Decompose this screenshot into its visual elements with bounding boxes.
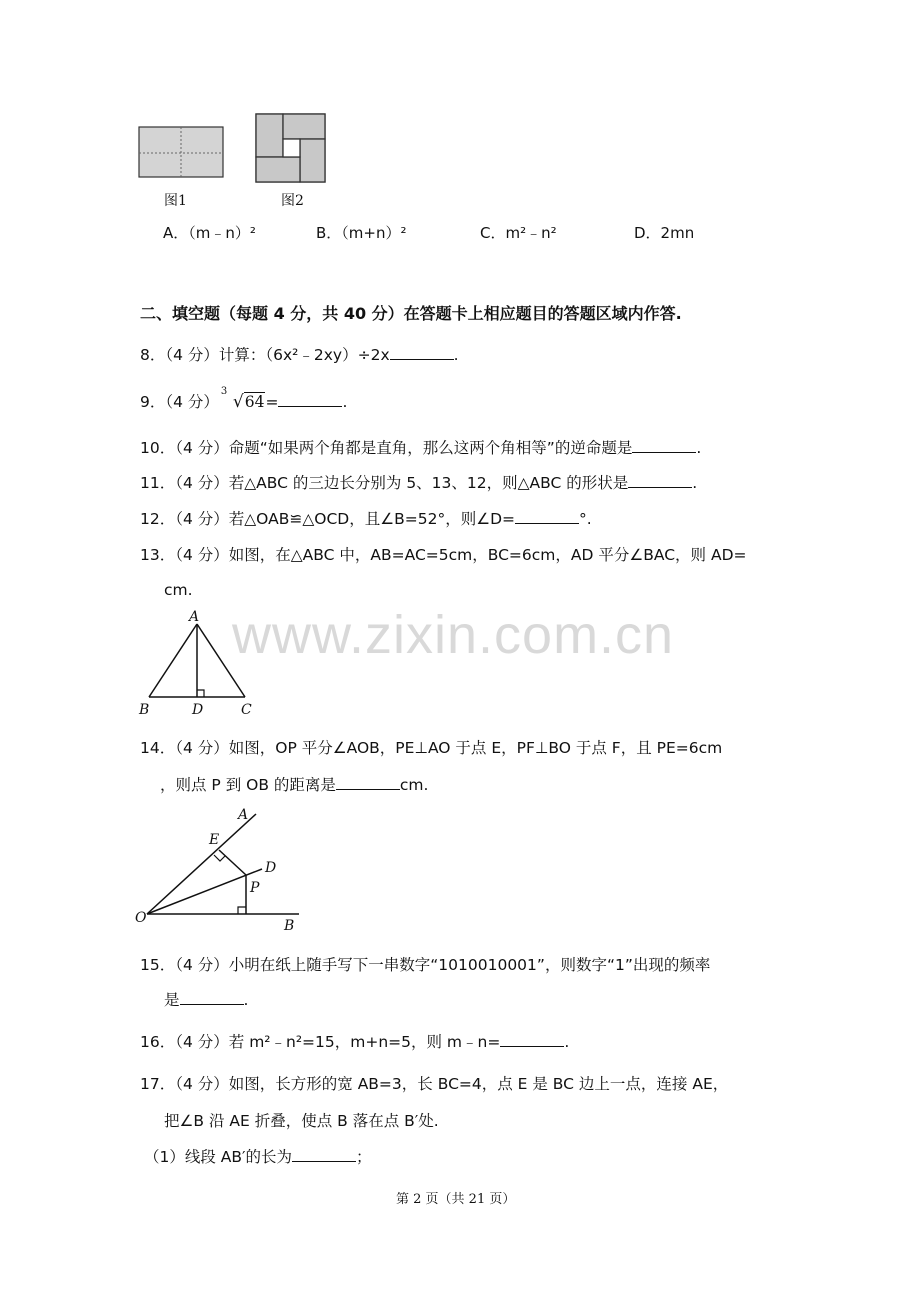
question-14-end: cm. <box>399 776 429 794</box>
question-10 <box>140 436 701 458</box>
option-c[interactable]: C．m²﹣n² <box>480 224 557 242</box>
figure-1-rectangle <box>138 126 226 180</box>
question-11-end: . <box>692 474 698 492</box>
option-a[interactable]: A．（m﹣n）² <box>163 224 256 242</box>
root-index: 3 <box>220 386 228 397</box>
question-8-text: 8．（4 分）计算：（6x²﹣2xy）÷2x <box>140 346 390 364</box>
question-9-prefix: 9．（4 分） <box>140 393 219 411</box>
question-17-line-2: 把∠B 沿 AE 折叠，使点 B 落在点 B′处. <box>164 1112 439 1130</box>
watermark: www.zixin.com.cn <box>232 605 675 665</box>
label-e: E <box>209 832 220 848</box>
cube-root-expression: 3 √64 <box>220 386 265 412</box>
label-d: D <box>265 860 277 876</box>
label-a: A <box>238 807 249 823</box>
question-10-end: . <box>696 439 702 457</box>
answer-blank-9[interactable] <box>278 392 342 407</box>
question-8-end: . <box>453 346 459 364</box>
question-9-equals: = <box>265 393 279 411</box>
label-b: B <box>139 702 150 718</box>
option-b[interactable]: B．（m+n）² <box>316 224 407 242</box>
triangle-abc-diagram <box>134 608 264 722</box>
question-9-end: . <box>342 393 348 411</box>
question-11-text: 11．（4 分）若△ABC 的三边长分别为 5、13、12，则△ABC 的形状是 <box>140 474 629 492</box>
question-12 <box>140 507 592 529</box>
question-12-text: 12．（4 分）若△OAB≌△OCD，且∠B=52°，则∠D= <box>140 510 516 528</box>
question-16-text: 16．（4 分）若 m²﹣n²=15，m+n=5，则 m﹣n= <box>140 1033 501 1051</box>
answer-blank-11[interactable] <box>628 473 692 488</box>
label-p: P <box>250 880 260 896</box>
figure-2-caption: 图2 <box>281 193 304 209</box>
question-17-line-1: 17．（4 分）如图，长方形的宽 AB=3，长 BC=4，点 E 是 BC 边上一点，连接 AE， <box>140 1075 729 1093</box>
answer-blank-15[interactable] <box>180 990 244 1005</box>
answer-blank-8[interactable] <box>390 345 454 360</box>
question-14-line-2 <box>160 773 428 795</box>
label-a: A <box>189 609 200 625</box>
question-15-line-2 <box>164 988 248 1010</box>
question-15-end: . <box>243 991 249 1009</box>
question-14-line-1: 14．（4 分）如图，OP 平分∠AOB，PE⊥AO 于点 E，PF⊥BO 于点 F，且 PE=6cm <box>140 739 723 757</box>
question-17-part-1-text: （1）线段 AB′的长为 <box>144 1148 293 1166</box>
label-d: D <box>192 702 204 718</box>
label-c: C <box>241 702 252 718</box>
option-d[interactable]: D．2mn <box>634 224 695 242</box>
question-16-end: . <box>564 1033 570 1051</box>
answer-blank-10[interactable] <box>632 438 696 453</box>
question-13-line-2: cm. <box>164 581 193 599</box>
answer-blank-16[interactable] <box>500 1032 564 1047</box>
question-13-line-1: 13．（4 分）如图，在△ABC 中，AB=AC=5cm，BC=6cm，AD 平分∠BAC，则 AD= <box>140 546 747 564</box>
figure-1-caption: 图1 <box>164 193 187 209</box>
question-9 <box>140 386 348 412</box>
section-2-title: 二、填空题（每题 4 分，共 40 分）在答题卡上相应题目的答题区域内作答. <box>140 304 682 323</box>
page-footer: 第 2 页（共 21 页） <box>396 1192 516 1207</box>
question-10-text: 10．（4 分）命题“如果两个角都是直角，那么这两个角相等”的逆命题是 <box>140 439 633 457</box>
question-12-end: °. <box>579 510 592 528</box>
figure-2-square <box>254 112 328 184</box>
angle-bisector-diagram <box>134 806 304 934</box>
question-8 <box>140 343 459 365</box>
question-17-part-1 <box>144 1145 372 1167</box>
answer-blank-17-1[interactable] <box>292 1147 356 1162</box>
question-15-text: 是 <box>164 991 180 1009</box>
answer-blank-14[interactable] <box>336 775 400 790</box>
label-o: O <box>135 910 147 926</box>
radicand: 64 <box>244 393 265 411</box>
question-14-text: ，则点 P 到 OB 的距离是 <box>160 776 336 794</box>
question-16 <box>140 1030 569 1052</box>
answer-blank-12[interactable] <box>515 509 579 524</box>
question-11 <box>140 471 697 493</box>
question-17-part-1-end: ； <box>356 1148 372 1166</box>
label-b: B <box>284 918 295 934</box>
question-15-line-1: 15．（4 分）小明在纸上随手写下一串数字“1010010001”，则数字“1”出现的频率 <box>140 956 711 974</box>
